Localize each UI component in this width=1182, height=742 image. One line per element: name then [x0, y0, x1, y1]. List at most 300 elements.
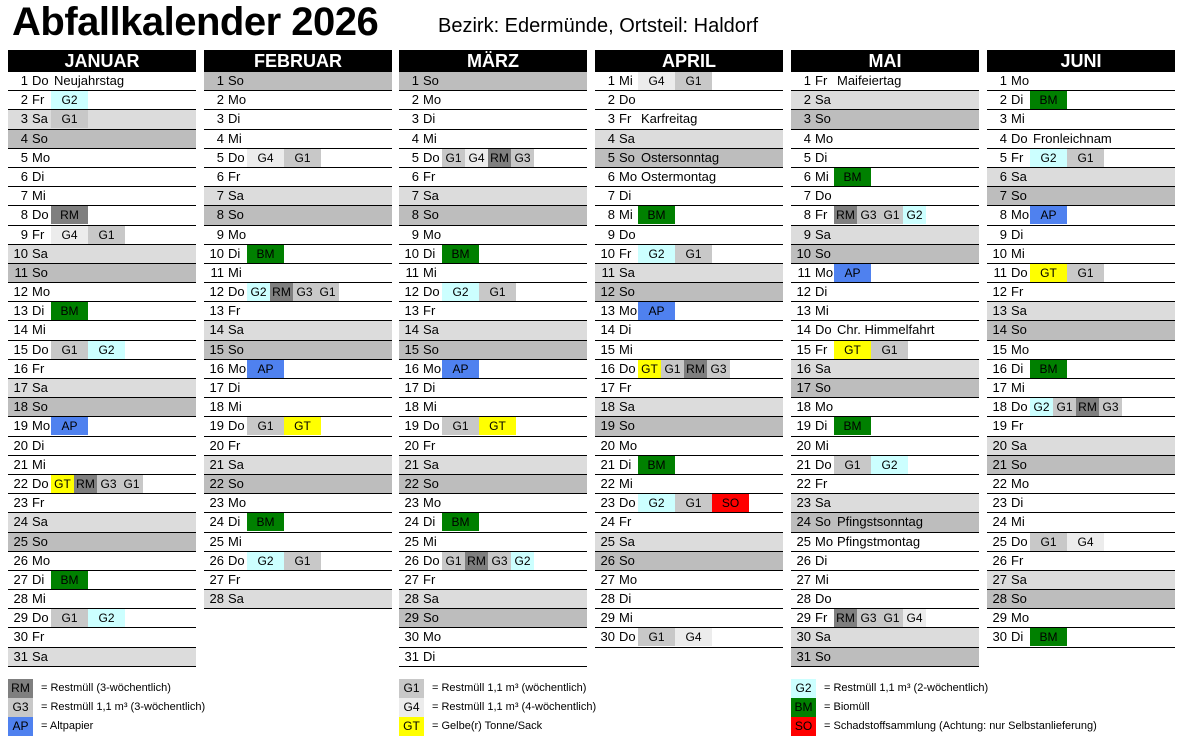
badge-bm: BM	[1030, 91, 1067, 109]
day-number: 1	[411, 73, 419, 88]
weekday: Mo	[619, 303, 638, 319]
collection-badges	[51, 226, 125, 244]
weekday: Sa	[1011, 303, 1027, 319]
month-februar	[204, 50, 392, 609]
weekday: Do	[32, 475, 49, 491]
badge-g3: G3	[488, 552, 511, 570]
weekday: Do	[619, 92, 636, 108]
weekday: Mi	[228, 130, 242, 146]
weekday: Fr	[32, 495, 45, 511]
day-number: 30	[992, 629, 1007, 645]
day-number: 1	[216, 73, 224, 88]
day-row	[791, 187, 979, 206]
collection-badges	[51, 206, 88, 224]
weekday: Fr	[228, 168, 241, 184]
weekday: Mo	[423, 226, 442, 242]
weekday: Mo	[1011, 341, 1030, 357]
collection-badges	[834, 206, 926, 224]
day-number: 5	[999, 149, 1007, 165]
day-row	[595, 437, 783, 456]
badge-rm: RM	[1076, 398, 1099, 416]
badge-rm: RM	[74, 475, 97, 493]
day-row	[595, 379, 783, 398]
day-number: 8	[999, 207, 1007, 223]
holiday-label: Chr. Himmelfahrt	[837, 322, 935, 338]
day-row	[791, 264, 979, 283]
day-row	[987, 110, 1175, 129]
day-number: 17	[992, 380, 1007, 395]
weekday: So	[1011, 591, 1027, 607]
badge-g1: G1	[247, 417, 284, 435]
day-row	[987, 533, 1175, 552]
day-row	[204, 283, 392, 302]
day-number: 3	[803, 111, 811, 127]
day-number: 25	[404, 533, 419, 549]
day-number: 13	[209, 303, 224, 319]
day-row	[8, 245, 196, 264]
day-row	[987, 206, 1175, 225]
weekday: Mi	[423, 533, 437, 549]
day-row	[8, 110, 196, 129]
day-number: 15	[600, 341, 615, 357]
day-number: 2	[803, 92, 811, 108]
weekday: Do	[423, 284, 440, 300]
weekday: Sa	[423, 322, 439, 338]
day-row	[8, 321, 196, 340]
legend-swatch: AP	[8, 717, 33, 736]
day-number: 10	[992, 245, 1007, 261]
day-row	[204, 321, 392, 340]
day-row	[8, 456, 196, 475]
day-number: 15	[13, 341, 28, 357]
day-number: 6	[607, 168, 615, 184]
weekday: Di	[32, 303, 45, 319]
day-row	[595, 187, 783, 206]
day-row	[987, 321, 1175, 340]
weekday: Sa	[228, 188, 244, 204]
collection-badges	[51, 110, 88, 128]
day-row	[791, 360, 979, 379]
collection-badges	[442, 417, 516, 435]
badge-gt: GT	[638, 360, 661, 378]
badge-bm: BM	[638, 206, 675, 224]
day-number: 25	[796, 533, 811, 549]
badge-gt: GT	[479, 417, 516, 435]
day-row	[8, 648, 196, 667]
day-number: 16	[796, 360, 811, 376]
weekday: Fr	[619, 245, 632, 261]
day-number: 20	[209, 437, 224, 453]
badge-g3: G3	[857, 206, 880, 224]
collection-badges	[442, 513, 479, 531]
day-number: 17	[404, 380, 419, 395]
day-row	[987, 609, 1175, 628]
day-number: 23	[796, 495, 811, 511]
day-row	[399, 206, 587, 225]
weekday: Di	[815, 149, 828, 165]
weekday: Di	[228, 514, 241, 530]
day-row	[791, 168, 979, 187]
day-number: 7	[607, 188, 615, 204]
badge-g1: G1	[834, 456, 871, 474]
day-number: 7	[999, 188, 1007, 204]
day-number: 2	[411, 92, 419, 108]
collection-badges	[442, 552, 534, 570]
weekday: Di	[423, 111, 436, 127]
legend-text: = Restmüll 1,1 m³ (3-wöchentlich)	[41, 701, 206, 713]
day-row	[595, 321, 783, 340]
day-number: 2	[20, 92, 28, 108]
badge-g1: G1	[661, 360, 684, 378]
badge-g2: G2	[903, 206, 926, 224]
day-row	[399, 72, 587, 91]
weekday: Mo	[423, 360, 442, 376]
day-number: 2	[999, 92, 1007, 108]
day-number: 24	[13, 514, 28, 530]
day-row	[399, 341, 587, 360]
weekday: Sa	[32, 514, 48, 530]
weekday: Mi	[32, 188, 46, 204]
weekday: Mi	[228, 264, 242, 280]
day-row	[204, 302, 392, 321]
badge-g2: G2	[511, 552, 534, 570]
day-number: 9	[20, 226, 28, 242]
day-row	[8, 475, 196, 494]
day-row	[204, 168, 392, 187]
weekday: Di	[1011, 92, 1024, 108]
weekday: Mo	[815, 130, 834, 146]
day-row	[595, 168, 783, 187]
legend-swatch: G2	[791, 679, 816, 698]
weekday: Di	[619, 322, 632, 338]
badge-bm: BM	[247, 245, 284, 263]
weekday: Mi	[619, 341, 633, 357]
day-row	[8, 552, 196, 571]
day-row	[987, 226, 1175, 245]
day-number: 9	[411, 226, 419, 242]
day-row	[987, 302, 1175, 321]
day-row	[8, 398, 196, 417]
weekday: Mi	[423, 399, 437, 415]
badge-g2: G2	[88, 609, 125, 627]
day-number: 19	[404, 418, 419, 434]
day-number: 12	[796, 284, 811, 300]
weekday: Di	[228, 380, 241, 395]
weekday: Sa	[32, 380, 48, 395]
collection-badges	[1030, 91, 1067, 109]
badge-g1: G1	[1053, 398, 1076, 416]
weekday: Do	[815, 456, 832, 472]
weekday: Mi	[815, 571, 829, 587]
day-number: 8	[216, 207, 224, 223]
day-row	[595, 533, 783, 552]
weekday: So	[619, 149, 635, 165]
day-row	[399, 283, 587, 302]
day-number: 28	[404, 591, 419, 607]
weekday: Mi	[619, 207, 633, 223]
legend-text: = Restmüll 1,1 m³ (2-wöchentlich)	[824, 682, 989, 694]
day-row	[987, 590, 1175, 609]
weekday: Mo	[1011, 73, 1030, 88]
month-mai	[791, 50, 979, 667]
day-number: 8	[607, 207, 615, 223]
weekday: Sa	[423, 456, 439, 472]
day-row	[399, 187, 587, 206]
weekday: Mo	[32, 284, 51, 300]
day-number: 14	[796, 322, 811, 338]
collection-badges	[51, 417, 88, 435]
day-row	[595, 456, 783, 475]
day-row	[595, 417, 783, 436]
day-number: 5	[411, 149, 419, 165]
day-row	[595, 110, 783, 129]
day-number: 4	[20, 130, 28, 146]
day-row	[399, 590, 587, 609]
weekday: Fr	[815, 73, 828, 88]
collection-badges	[1030, 360, 1067, 378]
day-row	[204, 437, 392, 456]
collection-badges	[1030, 533, 1104, 551]
day-number: 7	[216, 188, 224, 204]
legend-text: = Gelbe(r) Tonne/Sack	[432, 720, 543, 732]
collection-badges	[638, 302, 675, 320]
day-row	[399, 437, 587, 456]
weekday: Fr	[228, 303, 241, 319]
badge-ap: AP	[638, 302, 675, 320]
weekday: Fr	[1011, 149, 1024, 165]
weekday: Do	[32, 207, 49, 223]
day-row	[595, 206, 783, 225]
day-row	[204, 379, 392, 398]
weekday: Fr	[1011, 284, 1024, 300]
weekday: Mo	[815, 533, 834, 549]
day-number: 26	[13, 552, 28, 568]
day-row	[8, 168, 196, 187]
day-number: 27	[600, 571, 615, 587]
day-number: 26	[404, 552, 419, 568]
day-number: 28	[13, 591, 28, 607]
weekday: Mo	[1011, 475, 1030, 491]
day-row	[987, 360, 1175, 379]
badge-ap: AP	[51, 417, 88, 435]
day-number: 9	[803, 226, 811, 242]
day-row	[791, 648, 979, 667]
day-row	[987, 72, 1175, 91]
day-number: 23	[404, 495, 419, 511]
badge-g3: G3	[1099, 398, 1122, 416]
collection-badges	[51, 302, 88, 320]
holiday-label: Ostersonntag	[641, 149, 720, 165]
badge-g2: G2	[638, 245, 675, 263]
day-number: 18	[796, 399, 811, 415]
day-number: 31	[796, 648, 811, 664]
day-number: 9	[216, 226, 224, 242]
weekday: Di	[423, 648, 436, 664]
day-row	[595, 91, 783, 110]
day-row	[399, 552, 587, 571]
weekday: So	[815, 648, 831, 664]
weekday: Mi	[228, 533, 242, 549]
day-number: 30	[404, 629, 419, 645]
day-row	[791, 226, 979, 245]
weekday: So	[228, 73, 244, 88]
day-row	[8, 437, 196, 456]
weekday: So	[423, 73, 439, 88]
day-number: 13	[404, 303, 419, 319]
day-number: 19	[796, 418, 811, 434]
day-row	[204, 187, 392, 206]
day-number: 18	[600, 399, 615, 415]
collection-badges	[51, 341, 125, 359]
badge-bm: BM	[834, 417, 871, 435]
day-row	[987, 571, 1175, 590]
legend-item-so	[791, 717, 1097, 736]
collection-badges	[247, 245, 284, 263]
weekday: Di	[32, 437, 45, 453]
day-row	[987, 398, 1175, 417]
weekday: Fr	[228, 571, 241, 587]
badge-rm: RM	[834, 609, 857, 627]
day-row	[399, 245, 587, 264]
collection-badges	[442, 283, 516, 301]
badge-g1: G1	[1067, 149, 1104, 167]
weekday: Sa	[619, 130, 635, 146]
day-number: 16	[13, 360, 28, 376]
weekday: Mo	[619, 168, 638, 184]
day-number: 11	[601, 264, 615, 280]
day-number: 18	[209, 399, 224, 415]
day-number: 15	[209, 341, 224, 357]
weekday: Di	[423, 514, 436, 530]
day-row	[204, 206, 392, 225]
day-number: 1	[999, 73, 1007, 88]
weekday: Do	[228, 284, 245, 300]
day-row	[987, 513, 1175, 532]
weekday: Fr	[1011, 552, 1024, 568]
collection-badges	[638, 456, 675, 474]
day-row	[204, 360, 392, 379]
day-row	[791, 552, 979, 571]
legend-text: = Biomüll	[824, 701, 870, 713]
badge-g1: G1	[51, 341, 88, 359]
weekday: So	[32, 533, 48, 549]
weekday: Mi	[32, 591, 46, 607]
day-row	[791, 341, 979, 360]
day-number: 24	[209, 514, 224, 530]
day-row	[595, 494, 783, 513]
collection-badges	[247, 513, 284, 531]
day-number: 5	[20, 149, 28, 165]
day-row	[204, 341, 392, 360]
day-row	[987, 245, 1175, 264]
day-number: 29	[796, 610, 811, 626]
day-number: 30	[796, 629, 811, 645]
day-row	[204, 72, 392, 91]
badge-g1: G1	[442, 417, 479, 435]
day-number: 25	[13, 533, 28, 549]
weekday: Mo	[423, 92, 442, 108]
day-row	[204, 130, 392, 149]
weekday: Di	[423, 245, 436, 261]
weekday: Sa	[815, 360, 831, 376]
day-row	[595, 341, 783, 360]
legend-item-g2	[791, 679, 988, 698]
badge-g4: G4	[51, 226, 88, 244]
weekday: So	[1011, 188, 1027, 204]
day-number: 30	[13, 629, 28, 645]
weekday: Fr	[815, 341, 828, 357]
badge-rm: RM	[465, 552, 488, 570]
weekday: So	[619, 552, 635, 568]
day-number: 9	[607, 226, 615, 242]
day-number: 15	[404, 341, 419, 357]
collection-badges	[247, 283, 339, 301]
weekday: Do	[228, 418, 245, 434]
day-number: 3	[607, 111, 615, 127]
weekday: Sa	[815, 226, 831, 242]
day-row	[8, 571, 196, 590]
day-row	[204, 456, 392, 475]
day-row	[399, 360, 587, 379]
day-number: 4	[411, 130, 419, 146]
weekday: So	[815, 111, 831, 127]
day-row	[791, 130, 979, 149]
day-number: 4	[216, 130, 224, 146]
collection-badges	[638, 72, 712, 90]
day-number: 7	[20, 188, 28, 204]
weekday: Fr	[815, 475, 828, 491]
day-row	[595, 571, 783, 590]
weekday: Sa	[815, 495, 831, 511]
badge-ap: AP	[1030, 206, 1067, 224]
day-row	[791, 91, 979, 110]
day-number: 6	[803, 168, 811, 184]
weekday: Mi	[1011, 380, 1025, 395]
day-row	[791, 533, 979, 552]
day-row	[8, 590, 196, 609]
weekday: Fr	[619, 111, 632, 127]
day-number: 11	[14, 264, 28, 280]
day-number: 24	[404, 514, 419, 530]
day-row	[399, 475, 587, 494]
badge-bm: BM	[51, 571, 88, 589]
badge-ap: AP	[834, 264, 871, 282]
weekday: Mo	[32, 149, 51, 165]
day-number: 16	[992, 360, 1007, 376]
day-number: 11	[210, 264, 224, 280]
day-number: 8	[803, 207, 811, 223]
day-number: 22	[992, 475, 1007, 491]
day-row	[987, 130, 1175, 149]
day-row	[595, 609, 783, 628]
day-row	[595, 628, 783, 647]
day-row	[595, 552, 783, 571]
collection-badges	[638, 494, 749, 512]
day-row	[595, 283, 783, 302]
badge-g2: G2	[247, 552, 284, 570]
day-number: 21	[796, 456, 811, 472]
day-number: 1	[607, 73, 615, 88]
weekday: Sa	[1011, 571, 1027, 587]
badge-bm: BM	[1030, 360, 1067, 378]
day-row	[595, 302, 783, 321]
day-number: 16	[404, 360, 419, 376]
badge-g2: G2	[247, 283, 270, 301]
day-number: 17	[600, 380, 615, 395]
weekday: Sa	[228, 456, 244, 472]
day-number: 14	[992, 322, 1007, 338]
day-number: 18	[13, 399, 28, 415]
